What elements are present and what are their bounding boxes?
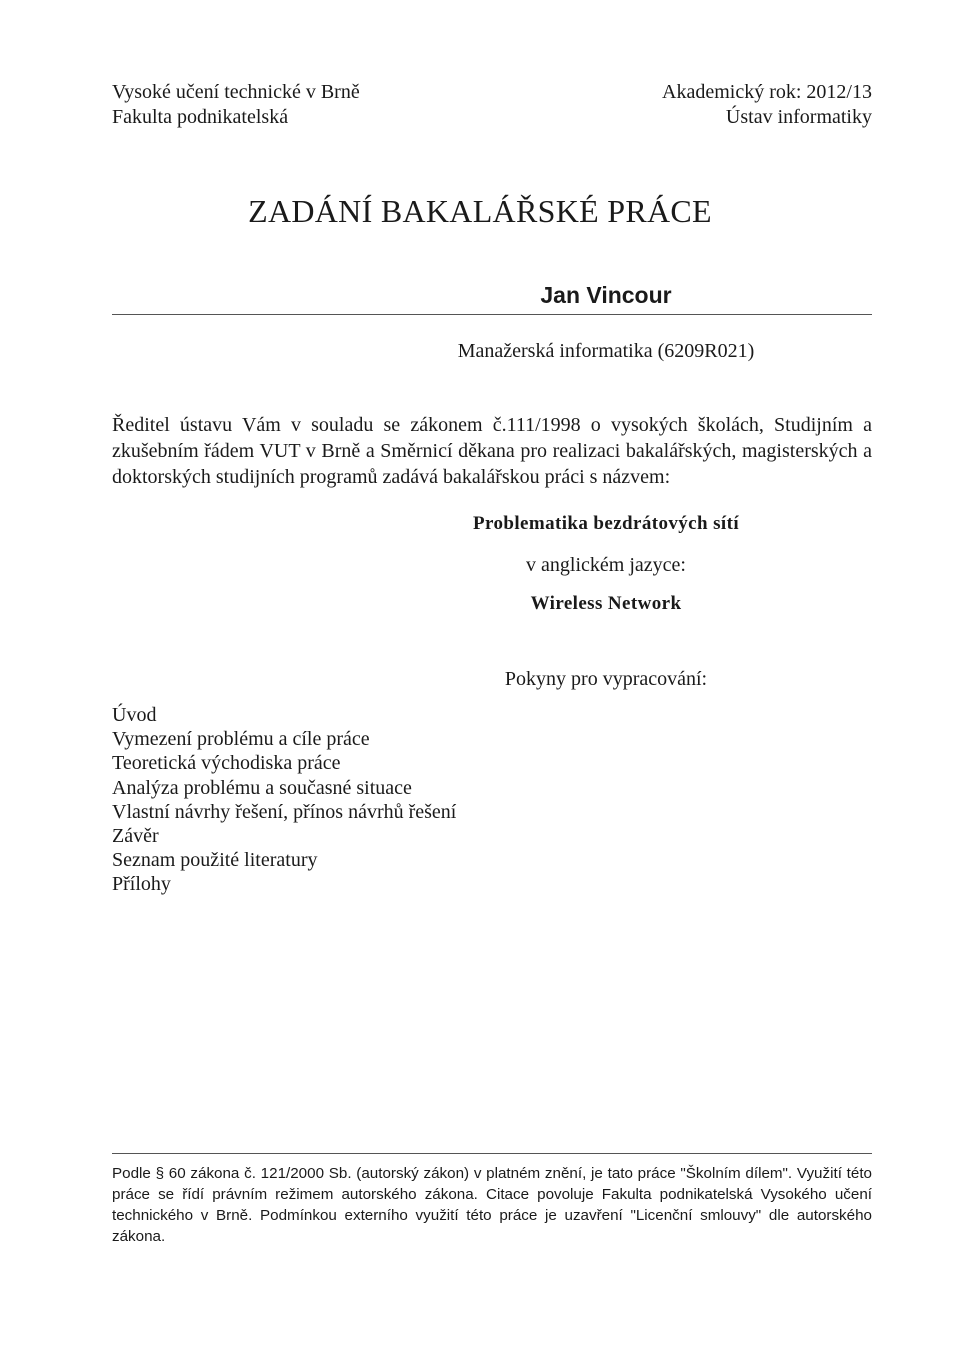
list-item: Analýza problému a současné situace bbox=[112, 776, 412, 799]
student-name: Jan Vincour bbox=[540, 282, 672, 308]
copyright-footnote: Podle § 60 zákona č. 121/2000 Sb. (autorský zákon) v platném znění, je tato práce "Školním dílem". Využití této práce se řídí právním režimem autorského zákona. Citace povoluje Fakulta podnikatelská Vysokého učení technického v Brně. Podmínkou externího využití této práce je uzavření "Licenční smlouvy" dle autorského zákona. bbox=[112, 1165, 872, 1245]
list-item: Vymezení problému a cíle práce bbox=[112, 728, 370, 751]
list-item: Úvod bbox=[112, 704, 157, 726]
thesis-title: Problematika bezdrátových sítí bbox=[472, 513, 739, 534]
list-item: Teoretická východiska práce bbox=[112, 752, 341, 775]
list-item: Závěr bbox=[112, 825, 159, 848]
academic-year: Akademický rok: 2012/13 bbox=[662, 81, 872, 103]
list-item: Vlastní návrhy řešení, přínos návrhů řešení bbox=[112, 800, 457, 823]
footnote-divider bbox=[112, 1153, 872, 1154]
list-item: Seznam použité literatury bbox=[112, 849, 318, 872]
institute-name: Ústav informatiky bbox=[725, 106, 872, 128]
english-title: Wireless Network bbox=[530, 593, 682, 614]
faculty-name: Fakulta podnikatelská bbox=[112, 106, 289, 128]
document-title: ZADÁNÍ BAKALÁŘSKÉ PRÁCE bbox=[248, 193, 712, 229]
university-name: Vysoké učení technické v Brně bbox=[112, 81, 360, 103]
english-title-label: v anglickém jazyce: bbox=[526, 554, 686, 576]
intro-paragraph: Ředitel ústavu Vám v souladu se zákonem č.111/1998 o vysokých školách, Studijním a zkušebním řádem VUT v Brně a Směrnicí děkana pro realizaci bakalářských, magisterských a doktorských studijních programů zadává bakalářskou práci s názvem: bbox=[112, 414, 872, 488]
instructions-list bbox=[112, 703, 456, 897]
header-right bbox=[662, 80, 872, 130]
divider-line bbox=[112, 314, 872, 315]
study-program: Manažerská informatika (6209R021) bbox=[457, 340, 755, 362]
header-left bbox=[112, 80, 360, 130]
list-item: Přílohy bbox=[112, 873, 171, 896]
instructions-heading: Pokyny pro vypracování: bbox=[504, 668, 708, 690]
